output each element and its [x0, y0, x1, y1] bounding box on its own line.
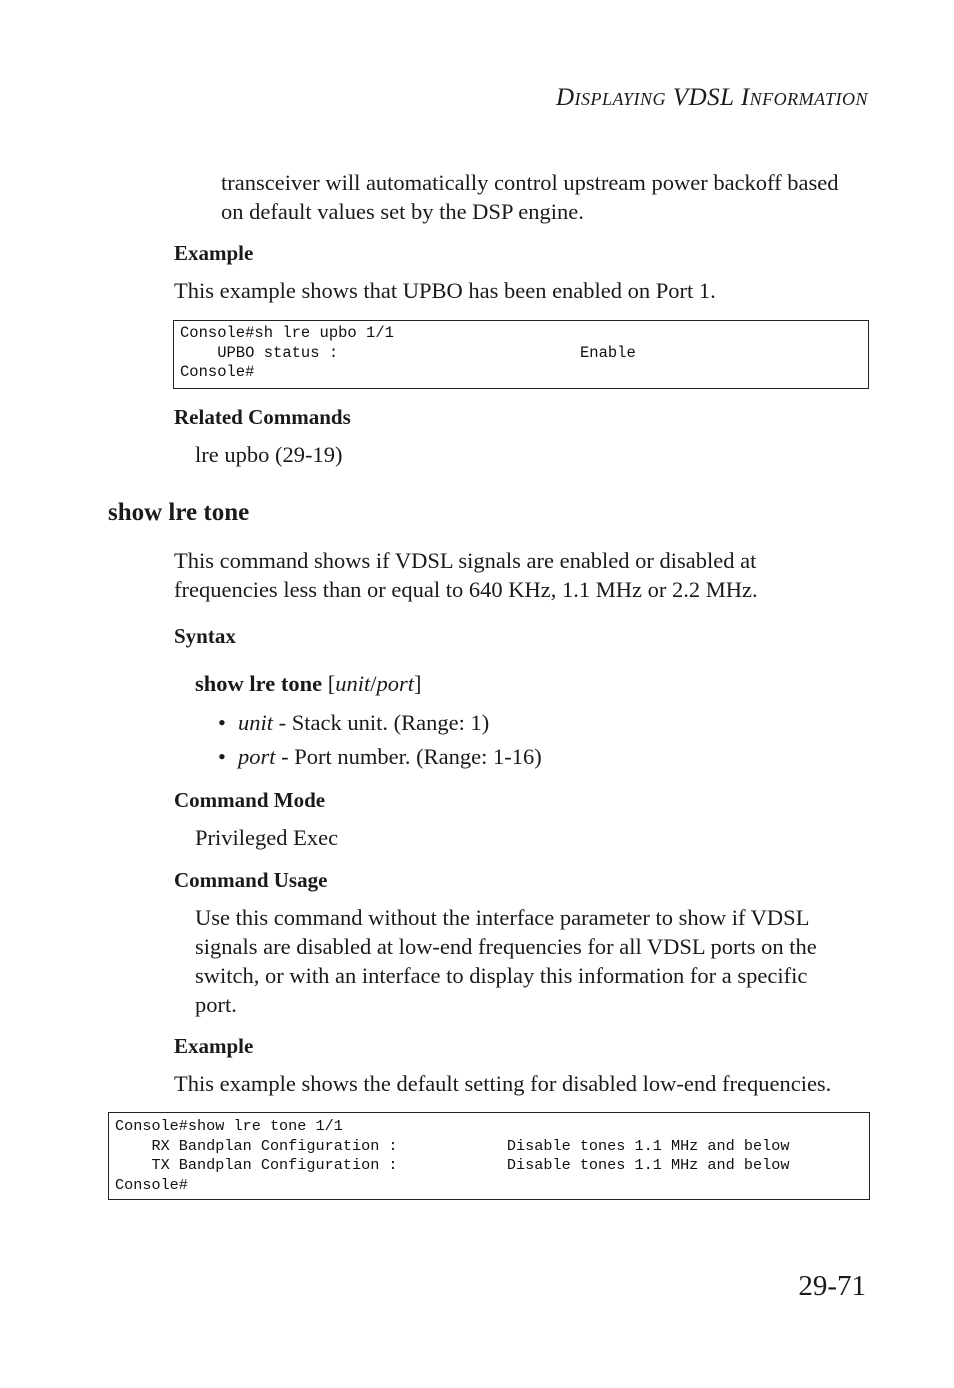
description-line: frequencies less than or equal to 640 KHz, 1.1 MHz or 2.2 MHz. — [174, 577, 758, 602]
code-example-lre-tone: Console#show lre tone 1/1 RX Bandplan Configuration : Disable tones 1.1 MHz and below TX Bandplan Configuration : Disable tones 1.1 MHz and below Console# — [108, 1112, 870, 1200]
syntax-bracket: [ — [322, 671, 336, 696]
page-number: 29-71 — [798, 1270, 866, 1302]
command-mode-label: Command Mode — [174, 788, 326, 812]
syntax-bracket: ] — [414, 671, 422, 696]
section-description — [174, 546, 758, 604]
command-mode-value: Privileged Exec — [195, 825, 339, 850]
intro-line: transceiver will automatically control upstream power backoff based — [221, 170, 839, 195]
header-part: NFORMATION — [749, 89, 868, 109]
bullet-term: port — [238, 744, 276, 769]
code-example-upbo: Console#sh lre upbo 1/1 UPBO status : Enable Console# — [173, 320, 869, 389]
header-part: D — [555, 84, 575, 111]
usage-line: Use this command without the interface parameter to show if VDSL — [195, 905, 810, 930]
example-label: Example — [174, 241, 254, 265]
intro-paragraph — [221, 168, 839, 226]
syntax-line — [195, 669, 422, 698]
usage-line: port. — [195, 992, 237, 1017]
running-header — [556, 84, 868, 112]
usage-line: switch, or with an interface to display this information for a specific — [195, 963, 808, 988]
section-title: show lre tone — [108, 499, 250, 526]
intro-line: on default values set by the DSP engine. — [221, 199, 584, 224]
bullet-port: • port - Port number. (Range: 1-16) — [218, 744, 542, 769]
command-usage-label: Command Usage — [174, 868, 328, 892]
example-label: Example — [174, 1034, 254, 1058]
bullet-desc: - Stack unit. (Range: 1) — [273, 710, 490, 735]
bullet-term: unit — [238, 710, 274, 735]
header-part: ISPLAYING — [574, 89, 667, 109]
syntax-label: Syntax — [174, 624, 236, 648]
syntax-command: show lre tone — [195, 671, 323, 696]
syntax-slash: / — [370, 671, 377, 696]
example-description: This example shows the default setting for disabled low-end frequencies. — [174, 1071, 832, 1096]
related-command-link[interactable]: lre upbo (29-19) — [195, 442, 343, 467]
related-commands-label: Related Commands — [174, 405, 351, 429]
header-part: VDSL I — [666, 84, 750, 111]
example-description: This example shows that UPBO has been enabled on Port 1. — [174, 278, 716, 303]
command-usage-text — [195, 903, 817, 1019]
syntax-arg-unit: unit — [335, 671, 371, 696]
usage-line: signals are disabled at low-end frequencies for all VDSL ports on the — [195, 934, 817, 959]
description-line: This command shows if VDSL signals are enabled or disabled at — [174, 548, 757, 573]
syntax-arg-port: port — [376, 671, 415, 696]
bullet-desc: - Port number. (Range: 1-16) — [275, 744, 542, 769]
bullet-unit: • unit - Stack unit. (Range: 1) — [218, 710, 490, 735]
